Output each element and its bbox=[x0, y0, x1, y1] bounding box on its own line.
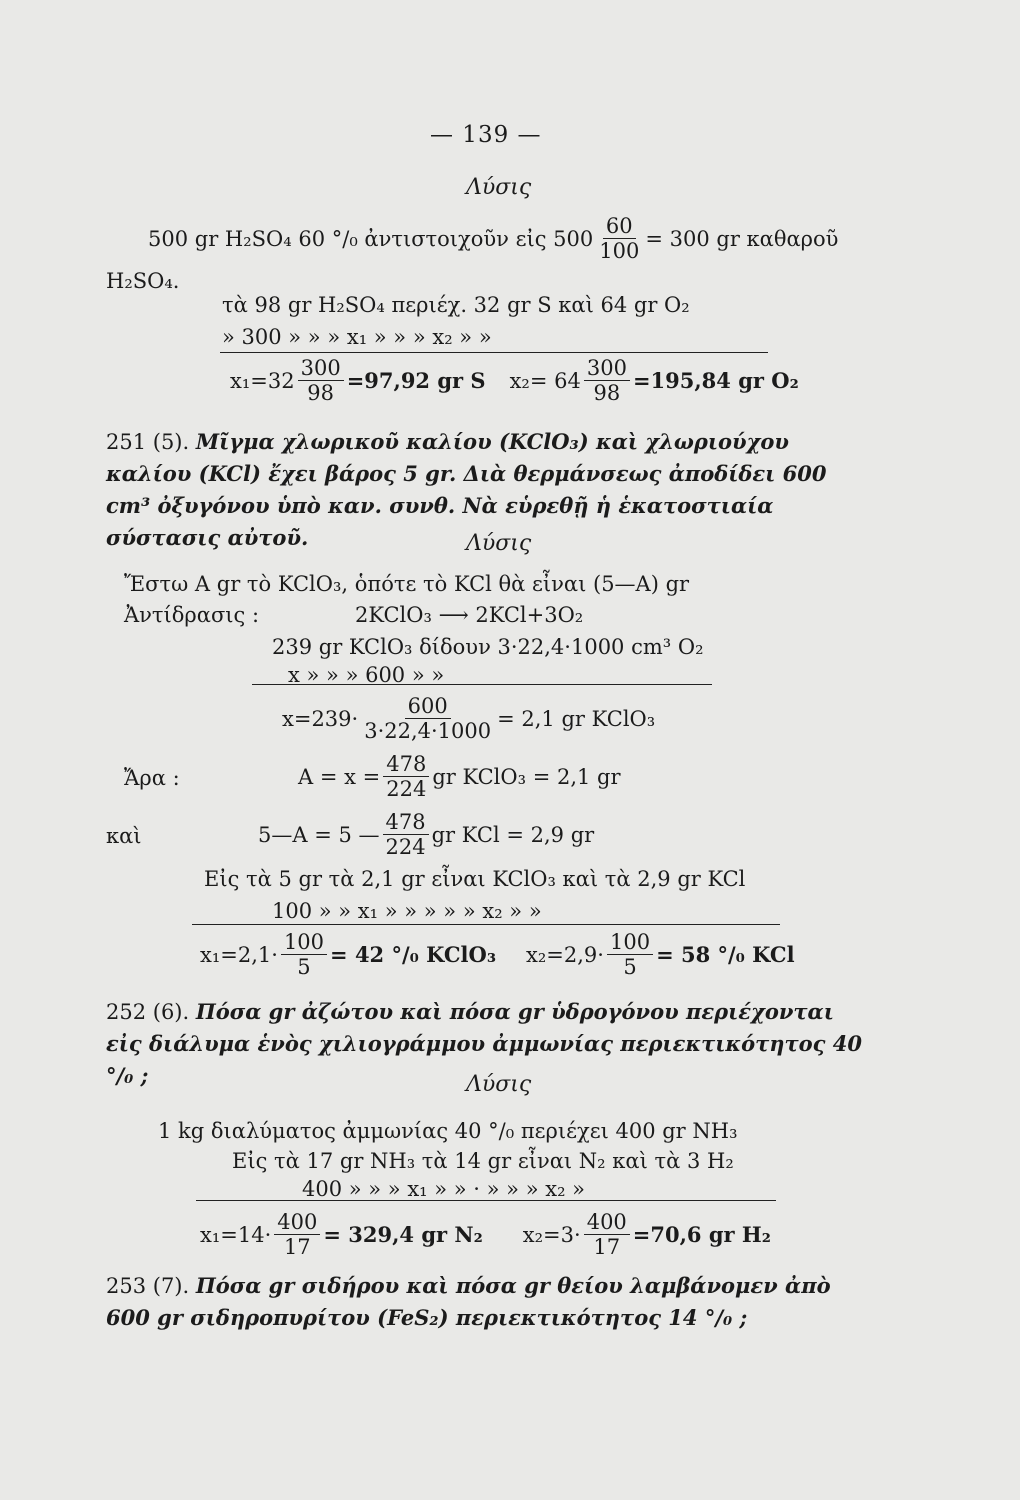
block1-x2-prefix: x₂= 64 bbox=[509, 368, 581, 393]
block1-x2-result: =195,84 gr O₂ bbox=[632, 367, 799, 393]
block1-x1-numerator: 300 bbox=[298, 356, 344, 381]
p251-x-numerator: 600 bbox=[405, 694, 451, 719]
p251-A-equation bbox=[298, 752, 621, 801]
intro-fraction-denominator: 100 bbox=[599, 239, 640, 263]
intro-line bbox=[148, 214, 838, 263]
block1-x1-result: =97,92 gr S bbox=[346, 367, 486, 393]
intro-result: = 300 gr καθαροῦ bbox=[645, 226, 839, 251]
p251-A-result: gr KClO₃ = 2,1 gr bbox=[432, 764, 621, 789]
problem-252-statement: Πόσα gr ἀζώτου καὶ πόσα gr ὑδρογόνου περιέχονται εἰς διάλυμα ἑνὸς χιλιογράμμου ἀμμωνίας περιεκτικότητος 40 °/₀ ; bbox=[106, 999, 862, 1088]
p251-x-prefix: x=239· bbox=[282, 706, 359, 731]
p252-x1-fraction bbox=[274, 1210, 320, 1259]
problem-251-statement: Μῖγμα χλωρικοῦ καλίου (KClO₃) καὶ χλωριούχου καλίου (KCl) ἔχει βάρος 5 gr. Διὰ θερμάνσεως ἀποδίδει 600 cm³ ὀξυγόνου ὑπὸ καν. συνθ. Νὰ εὑρεθῇ ἡ ἑκατοστιαία σύστασις αὐτοῦ. bbox=[106, 429, 827, 550]
p251-B-denominator: 224 bbox=[385, 835, 426, 859]
p251-line3: 239 gr KClO₃ δίδουν 3·22,4·1000 cm³ O₂ bbox=[272, 635, 704, 659]
p252-x2-numerator: 400 bbox=[584, 1210, 630, 1235]
problem-253-number: 253 (7). bbox=[106, 1274, 190, 1298]
p251-ara: Ἄρα : bbox=[124, 766, 180, 790]
p251-divider2 bbox=[192, 924, 780, 925]
p251-A-prefix: A = x = bbox=[298, 764, 381, 789]
block1-line1: τὰ 98 gr H₂SO₄ περιέχ. 32 gr S καὶ 64 gr O₂ bbox=[222, 293, 690, 317]
block1-x1-fraction bbox=[298, 356, 344, 405]
p252-x1-result: = 329,4 gr N₂ bbox=[323, 1221, 483, 1247]
p252-divider bbox=[196, 1200, 776, 1201]
problem-253-statement: Πόσα gr σιδήρου καὶ πόσα gr θείου λαμβάνομεν ἀπὸ 600 gr σιδηροπυρίτου (FeS₂) περιεκτικότητος 14 °/₀ ; bbox=[106, 1273, 831, 1330]
p251-reaction: 2KClO₃ ⟶ 2KCl+3O₂ bbox=[355, 603, 584, 627]
p251-x2-denominator: 5 bbox=[623, 955, 637, 979]
block1-divider bbox=[220, 352, 768, 353]
p252-line2: Εἰς τὰ 17 gr NH₃ τὰ 14 gr εἶναι N₂ καὶ τὰ 3 H₂ bbox=[232, 1149, 734, 1173]
p251-x-equation bbox=[282, 694, 655, 743]
p251-x1-numerator: 100 bbox=[281, 930, 327, 955]
p251-results bbox=[200, 930, 795, 979]
solution-heading: Λύσις bbox=[466, 175, 532, 200]
p252-x2-prefix: x₂=3· bbox=[522, 1222, 581, 1247]
p251-B-numerator: 478 bbox=[383, 810, 429, 835]
p251-divider1 bbox=[252, 684, 712, 685]
block1-results bbox=[230, 356, 799, 405]
intro-continuation: H₂SO₄. bbox=[106, 269, 180, 293]
p251-A-denominator: 224 bbox=[386, 777, 427, 801]
problem-253 bbox=[106, 1270, 876, 1334]
solution-heading-252: Λύσις bbox=[466, 1072, 532, 1097]
problem-251-number: 251 (5). bbox=[106, 430, 190, 454]
p251-line8: 100 » » x₁ » » » » » x₂ » » bbox=[272, 899, 542, 923]
p251-B-prefix: 5—A = 5 — bbox=[258, 822, 380, 847]
p252-line1: 1 kg διαλύματος ἀμμωνίας 40 °/₀ περιέχει 400 gr NH₃ bbox=[158, 1119, 738, 1143]
p251-x-fraction bbox=[361, 694, 494, 743]
p252-x2-result: =70,6 gr H₂ bbox=[632, 1221, 771, 1247]
p251-kai: καὶ bbox=[106, 824, 142, 848]
p251-reaction-label: Ἀντίδρασις : bbox=[124, 603, 260, 627]
p251-x2-prefix: x₂=2,9· bbox=[526, 942, 604, 967]
p251-line7: Εἰς τὰ 5 gr τὰ 2,1 gr εἶναι KClO₃ καὶ τὰ 2,9 gr KCl bbox=[204, 867, 746, 891]
p252-results bbox=[200, 1210, 771, 1259]
p251-x2-numerator: 100 bbox=[607, 930, 653, 955]
p251-B-fraction bbox=[383, 810, 429, 859]
p251-x-result: = 2,1 gr KClO₃ bbox=[497, 706, 656, 731]
block1-x1-denominator: 98 bbox=[307, 381, 334, 405]
p251-A-fraction bbox=[383, 752, 429, 801]
p251-x-denominator: 3·22,4·1000 bbox=[364, 719, 492, 743]
p251-line4: x » » » 600 » » bbox=[288, 663, 445, 687]
block1-x2-numerator: 300 bbox=[584, 356, 630, 381]
p251-B-result: gr KCl = 2,9 gr bbox=[431, 822, 595, 847]
p252-x1-prefix: x₁=14· bbox=[200, 1222, 272, 1247]
intro-fraction bbox=[596, 214, 642, 263]
p251-x1-fraction bbox=[281, 930, 327, 979]
p251-A-numerator: 478 bbox=[383, 752, 429, 777]
intro-text: 500 gr H₂SO₄ 60 °/₀ ἀντιστοιχοῦν εἰς 500 bbox=[148, 226, 594, 251]
p251-x2-result: = 58 °/₀ KCl bbox=[656, 941, 795, 967]
p252-x2-denominator: 17 bbox=[593, 1235, 621, 1259]
p252-x1-denominator: 17 bbox=[283, 1235, 311, 1259]
p251-line1: Ἔστω A gr τὸ KClO₃, ὁπότε τὸ KCl θὰ εἶναι (5—A) gr bbox=[124, 572, 690, 596]
problem-252-number: 252 (6). bbox=[106, 1000, 190, 1024]
p251-x1-prefix: x₁=2,1· bbox=[200, 942, 278, 967]
p251-x1-result: = 42 °/₀ KClO₃ bbox=[330, 941, 497, 967]
block1-x2-fraction bbox=[584, 356, 630, 405]
p252-x2-fraction bbox=[584, 1210, 630, 1259]
block1-x2-denominator: 98 bbox=[593, 381, 621, 405]
p252-line3: 400 » » » x₁ » » · » » » x₂ » bbox=[302, 1177, 586, 1201]
p251-x2-fraction bbox=[607, 930, 653, 979]
p251-x1-denominator: 5 bbox=[297, 955, 311, 979]
p251-B-equation bbox=[258, 810, 594, 859]
page-number: — 139 — bbox=[430, 122, 542, 148]
p252-x1-numerator: 400 bbox=[274, 1210, 320, 1235]
block1-line2: » 300 » » » x₁ » » » x₂ » » bbox=[222, 325, 492, 349]
intro-fraction-numerator: 60 bbox=[603, 214, 636, 239]
block1-x1-prefix: x₁=32 bbox=[230, 368, 295, 393]
solution-heading-251: Λύσις bbox=[466, 531, 532, 556]
